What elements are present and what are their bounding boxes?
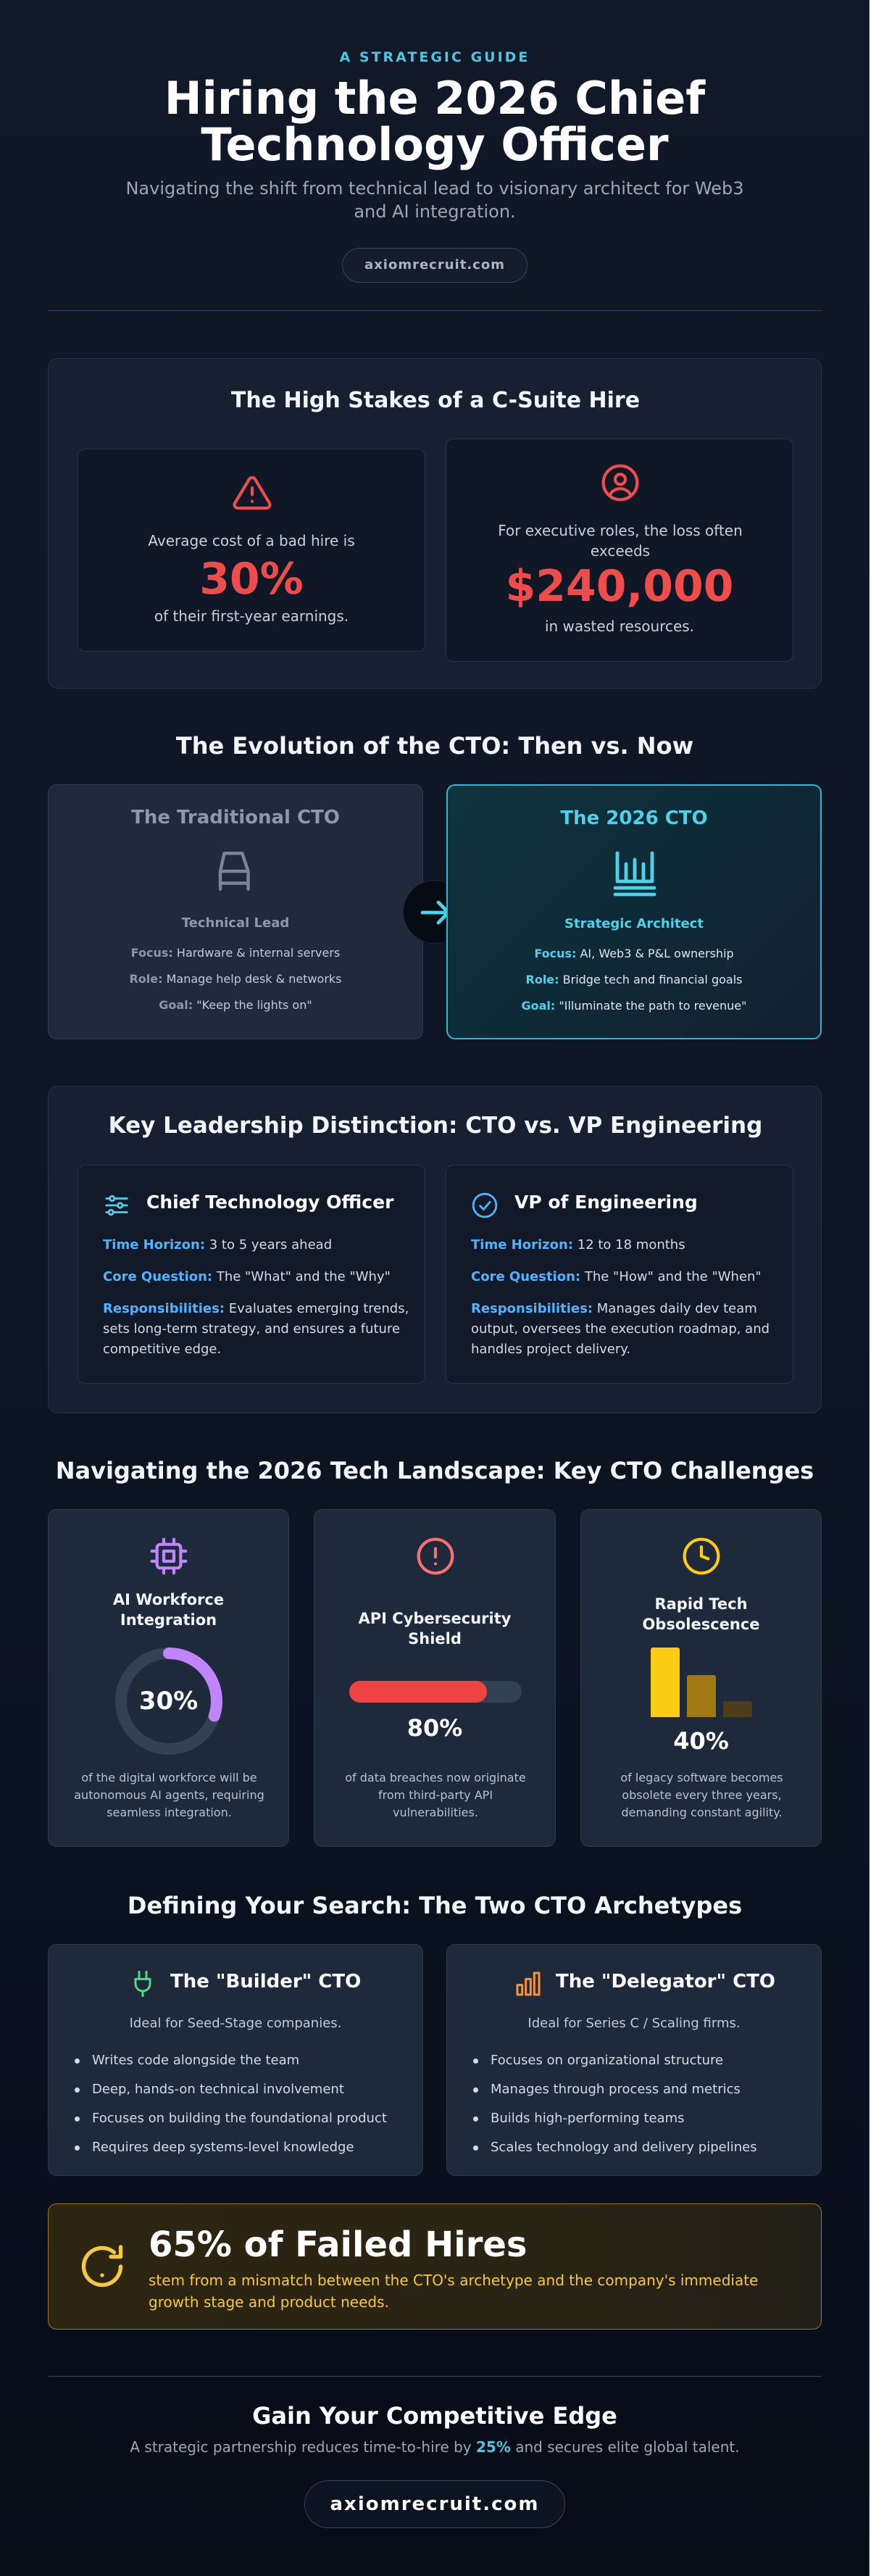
cto-2026-role-line bbox=[448, 973, 820, 986]
challenge-ai-title-2: Integration bbox=[120, 1611, 217, 1629]
challenge-api-desc: of data breaches now originate from third-party API vulnerabilities. bbox=[345, 1771, 526, 1819]
challenge-obs-title-2: Obsolescence bbox=[642, 1616, 760, 1633]
failed-hires-desc: stem from a mismatch between the CTO's archetype and the company's immediate growth stage and product needs. bbox=[149, 2272, 759, 2311]
traditional-cto-card bbox=[48, 784, 423, 1039]
cto-question-value: The "What" and the "Why" bbox=[216, 1269, 391, 1284]
cta-sub-pre: A strategic partnership reduces time-to-hire by bbox=[130, 2438, 472, 2456]
cta-sub-value: 25% bbox=[476, 2438, 511, 2456]
traditional-focus-label: Focus: bbox=[130, 946, 173, 960]
vp-distinction-card bbox=[446, 1165, 793, 1384]
list-item: Manages through process and metrics bbox=[491, 2075, 809, 2104]
delegator-card bbox=[446, 1944, 822, 2176]
distinction-title: Key Leadership Distinction: CTO vs. VP Engineering bbox=[108, 1113, 763, 1139]
archetypes-title: Defining Your Search: The Two CTO Archetypes bbox=[127, 1892, 743, 1919]
delegator-points bbox=[491, 2046, 809, 2162]
stakes-title: The High Stakes of a C-Suite Hire bbox=[230, 388, 641, 413]
stakes-card-2-value: $240,000 bbox=[505, 561, 734, 612]
delegator-heading: The "Delegator" CTO bbox=[556, 1971, 776, 1993]
list-item: Deep, hands-on technical involvement bbox=[92, 2075, 411, 2104]
cto-2026-role-label: Role: bbox=[525, 973, 559, 986]
list-item: Builds high-performing teams bbox=[491, 2104, 809, 2133]
list-item: Requires deep systems-level knowledge bbox=[92, 2133, 411, 2162]
cta-sub-post: and secures elite global talent. bbox=[515, 2438, 740, 2456]
cto-2026-card bbox=[446, 784, 822, 1039]
challenge-card-api bbox=[314, 1509, 556, 1847]
cto-horizon-value: 3 to 5 years ahead bbox=[209, 1237, 333, 1252]
obs-bar-1 bbox=[651, 1648, 680, 1717]
vp-resp-label: Responsibilities: bbox=[471, 1301, 593, 1316]
hero-subtitle: Navigating the shift from technical lead to visionary architect for Web3 and AI integration. bbox=[125, 178, 744, 222]
obsolescence-bars bbox=[651, 1645, 755, 1717]
traditional-cto-role: Technical Lead bbox=[181, 915, 290, 931]
cto-2026-role: Strategic Architect bbox=[564, 916, 704, 931]
warning-triangle-icon bbox=[232, 473, 272, 513]
rotate-alert-icon bbox=[76, 2240, 128, 2293]
title-line-2: Technology Officer bbox=[201, 118, 669, 171]
api-progress-track bbox=[349, 1681, 522, 1703]
divider bbox=[48, 310, 822, 311]
cto-resp-value: Evaluates emerging trends, sets long-term strategy, and ensures a future competitive edge. bbox=[103, 1301, 409, 1357]
challenge-ai-title-1: AI Workforce bbox=[112, 1591, 225, 1608]
alert-circle-icon bbox=[415, 1536, 456, 1576]
traditional-role-value: Manage help desk & networks bbox=[166, 972, 342, 986]
vp-responsibilities bbox=[471, 1299, 790, 1360]
cto-resp-label: Responsibilities: bbox=[103, 1301, 225, 1316]
cto-2026-goal-value: "Illuminate the path to revenue" bbox=[559, 999, 747, 1013]
site-link-top[interactable]: axiomrecruit.com bbox=[342, 248, 528, 283]
challenge-obs-title-1: Rapid Tech bbox=[654, 1595, 748, 1613]
eyebrow: A STRATEGIC GUIDE bbox=[339, 49, 530, 65]
obs-bar-3 bbox=[723, 1701, 752, 1717]
traditional-focus-value: Hardware & internal servers bbox=[176, 946, 341, 960]
cta-title: Gain Your Competitive Edge bbox=[252, 2402, 617, 2430]
challenge-api-title bbox=[314, 1608, 555, 1649]
cto-distinction-card bbox=[78, 1165, 425, 1384]
cto-2026-focus-label: Focus: bbox=[534, 947, 577, 960]
vp-question bbox=[471, 1267, 790, 1287]
list-item: Writes code alongside the team bbox=[92, 2046, 411, 2075]
cta-subtitle bbox=[0, 2438, 870, 2456]
cto-horizon-label: Time Horizon: bbox=[103, 1237, 206, 1252]
traditional-role-line bbox=[49, 972, 422, 986]
cto-2026-role-value: Bridge tech and financial goals bbox=[562, 973, 743, 986]
failed-hires-title: 65% of Failed Hires bbox=[149, 2224, 528, 2265]
stakes-card-2 bbox=[446, 439, 793, 662]
challenge-card-obsolescence bbox=[580, 1509, 822, 1847]
obs-bar-2 bbox=[687, 1675, 716, 1717]
bar-chart-icon bbox=[512, 1969, 544, 1998]
builder-heading: The "Builder" CTO bbox=[170, 1971, 362, 1993]
cto-distinction-heading: Chief Technology Officer bbox=[146, 1192, 394, 1213]
builder-points bbox=[92, 2046, 411, 2162]
divider bbox=[48, 2376, 822, 2377]
challenge-api-title-2: Shield bbox=[408, 1630, 462, 1648]
traditional-goal-label: Goal: bbox=[159, 998, 193, 1012]
sliders-icon bbox=[103, 1192, 130, 1219]
architecture-icon bbox=[609, 847, 661, 899]
stakes-card-2-post: in wasted resources. bbox=[544, 618, 695, 635]
cto-question-label: Core Question: bbox=[103, 1269, 213, 1284]
vp-question-value: The "How" and the "When" bbox=[584, 1269, 762, 1284]
list-item: Focuses on building the foundational product bbox=[92, 2104, 411, 2133]
check-circle-icon bbox=[471, 1192, 499, 1219]
cto-responsibilities bbox=[103, 1299, 422, 1360]
traditional-goal-value: "Keep the lights on" bbox=[196, 998, 312, 1012]
page-title bbox=[0, 72, 870, 171]
challenge-obs-value: 40% bbox=[673, 1727, 729, 1755]
stakes-card-1-pre: Average cost of a bad hire is bbox=[148, 532, 355, 549]
distinction-panel bbox=[48, 1086, 822, 1413]
builder-ideal: Ideal for Seed-Stage companies. bbox=[129, 2016, 342, 2031]
challenge-api-value: 80% bbox=[406, 1714, 463, 1742]
challenge-api-title-1: API Cybersecurity bbox=[358, 1610, 512, 1627]
clock-icon bbox=[681, 1536, 722, 1576]
cto-2026-focus-value: AI, Web3 & P&L ownership bbox=[580, 947, 734, 960]
challenge-ai-desc: of the digital workforce will be autonomous AI agents, requiring seamless integration. bbox=[74, 1771, 264, 1819]
cto-2026-heading: The 2026 CTO bbox=[560, 807, 708, 829]
vp-distinction-heading: VP of Engineering bbox=[514, 1192, 698, 1213]
list-item: Scales technology and delivery pipelines bbox=[491, 2133, 809, 2162]
stakes-card-2-pre: For executive roles, the loss often exceeds bbox=[498, 522, 743, 560]
cto-horizon bbox=[103, 1235, 422, 1255]
site-link-bottom[interactable]: axiomrecruit.com bbox=[304, 2480, 565, 2528]
user-circle-icon bbox=[600, 462, 641, 503]
challenge-obs-desc: of legacy software becomes obsolete every three years, demanding constant agility. bbox=[620, 1771, 783, 1819]
challenge-ai-value: 30% bbox=[138, 1687, 199, 1716]
builder-card bbox=[48, 1944, 423, 2176]
cto-question bbox=[103, 1267, 422, 1287]
stakes-panel bbox=[48, 358, 822, 689]
cto-2026-focus bbox=[448, 947, 820, 960]
delegator-ideal: Ideal for Series C / Scaling firms. bbox=[528, 2016, 741, 2031]
challenge-ai-title bbox=[49, 1590, 288, 1630]
api-progress-fill bbox=[349, 1681, 487, 1703]
traditional-cto-heading: The Traditional CTO bbox=[131, 807, 340, 828]
plug-icon bbox=[128, 1968, 157, 2000]
vp-horizon-value: 12 to 18 months bbox=[577, 1237, 685, 1252]
challenge-obsolescence-title bbox=[581, 1594, 821, 1634]
traditional-focus bbox=[49, 946, 422, 960]
cto-2026-goal bbox=[448, 999, 820, 1013]
challenges-title: Navigating the 2026 Tech Landscape: Key CTO Challenges bbox=[55, 1457, 814, 1484]
title-line-1: Hiring the 2026 Chief bbox=[164, 72, 706, 125]
traditional-goal bbox=[49, 998, 422, 1012]
cto-2026-goal-label: Goal: bbox=[521, 999, 556, 1013]
vp-resp-value: Manages daily dev team output, oversees the execution roadmap, and handles project delivery. bbox=[471, 1301, 770, 1357]
vp-horizon bbox=[471, 1235, 790, 1255]
vp-horizon-label: Time Horizon: bbox=[471, 1237, 574, 1252]
stakes-card-1 bbox=[78, 449, 425, 652]
server-icon bbox=[212, 847, 260, 895]
stakes-card-1-post: of their first-year earnings. bbox=[154, 607, 349, 625]
vp-question-label: Core Question: bbox=[471, 1269, 581, 1284]
failed-hires-callout bbox=[48, 2203, 822, 2330]
chip-icon bbox=[149, 1536, 189, 1576]
list-item: Focuses on organizational structure bbox=[491, 2046, 809, 2075]
challenge-card-ai bbox=[48, 1509, 289, 1847]
traditional-role-label: Role: bbox=[129, 972, 163, 986]
evolution-title: The Evolution of the CTO: Then vs. Now bbox=[175, 732, 694, 760]
stakes-card-1-value: 30% bbox=[199, 554, 304, 604]
